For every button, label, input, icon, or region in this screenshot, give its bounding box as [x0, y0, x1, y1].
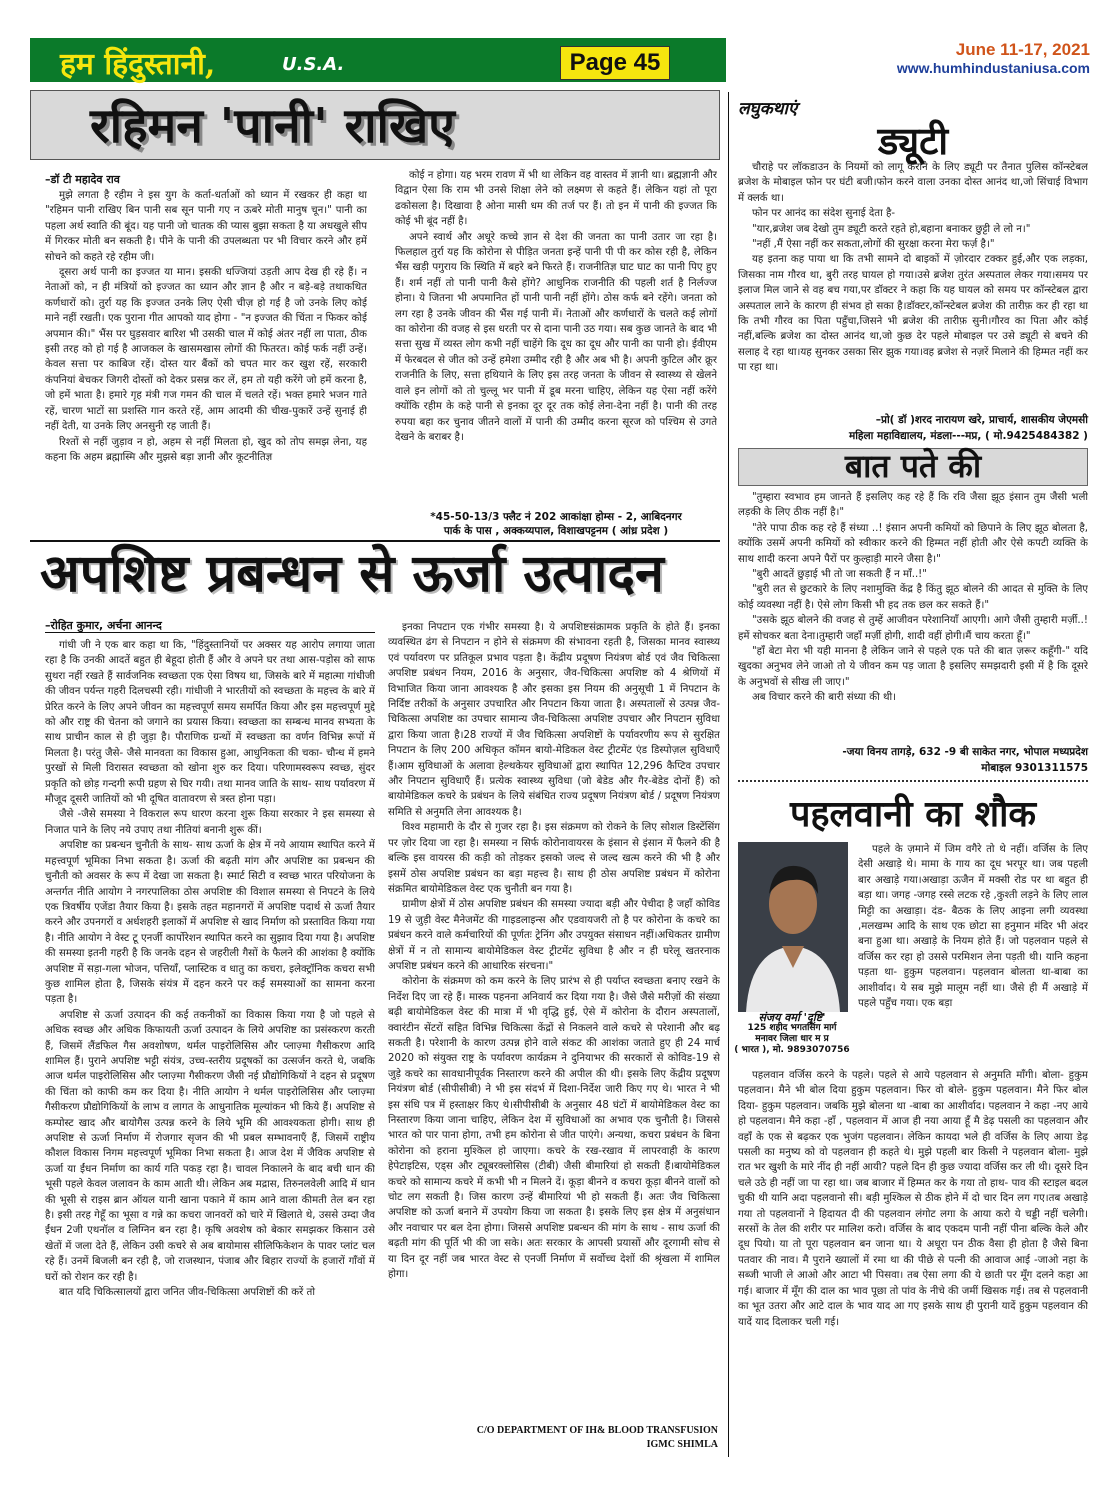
dateline: [890, 40, 1090, 76]
article1-paragraph: कोई न होगा। यह भरम रावण में भी था लेकिन वह वास्तव में ज्ञानी था। ब्रह्मज्ञानी और विद्वान ऐसा कि राम भी उनसे शिक्षा लेने को लक्ष्मण से कहते हैं। लेकिन यहां तो पूरा ढकोसला है। दिखावा है ओना मासी धम की तर्ज पर हैं। तो इन में पानी की इज्जत कि कोई भी बूंद नहीं है।: [395, 170, 717, 228]
article2-paragraph: गांधी जी ने एक बार कहा था कि, "हिंदुस्तानियों पर अक्सर यह आरोप लगाया जाता रहा है कि उनकी आदतें बहुत ही बेहूदा होती हैं और वे अपने घर तथा आस-पड़ोस को साफ सुथरा नहीं रखते हैं सार्वजनिक स्वच्छता एक ऐसा विषय था, जिसके बारे में महात्मा गांधीजी की जीवन पर्यन्त गहरी दिलचस्पी रही। गांधीजी ने भारतीयों को स्वच्छता के महत्त्व के बारे में प्रेरित करने के लिए अपने जीवन का महत्त्वपूर्ण समय समर्पित किया और इस महत्त्वपूर्ण मुद्दे को और राष्ट्र की चेतना को जगाने का प्रयास किया। स्वच्छता का सम्बन्ध मानव सभ्यता के साथ प्राचीन काल से ही जुड़ा है। पौराणिक ग्रन्थों में स्वच्छता का वर्णन विभिन्न रूपों में मिलता है। परंतु जैसे- जैसे मानवता का विकास हुआ, आधुनिकता की चका- चौन्ध में हमने पुरखों से मिली विरासत स्वच्छता को खोना शुरु कर दिया। परिणामस्वरूप स्वच्छ, सुंदर प्रकृति को छोड़ गन्दगी रूपी ग्रहण से घिर गयी। तथा मानव जाति के साथ- साथ पर्यावरण में मौजूद दूसरी जातियों को भी दूषित वातावरण से त्रस्त होना पड़ा।: [45, 640, 375, 806]
article2-paragraph: अपशिष्ट का प्रबन्धन चुनौती के साथ- साथ ऊर्जा के क्षेत्र में नये आयाम स्थापित करने में महत्त्वपूर्ण भूमिका निभा सकता है। ऊर्जा की बढ़ती मांग और अपशिष्ट का प्रबन्धन की चुनौती को अवसर के रूप में देखा जा सकता है। स्मार्ट सिटी व स्वच्छ भारत परियोजना के अन्तर्गत नीति आयोग ने नगरपालिका ठोस अपशिष्ट की विशाल समस्या से निपटने के लिये एक त्रिवर्षीय एजेंडा तैयार किया है। इसके तहत महानगरों में अपशिष्ट पदार्थ से ऊर्जा तैयार करने और उपनगरों व अर्धशहरी इलाकों में अपशिष्ट से खाद निर्माण को प्रस्तावित किया गया है। नीति आयोग ने वेस्ट टू एनर्जी कार्पोरेशन स्थापित करने का सुझाव दिया गया है। अपशिष्ट की समस्या इतनी गहरी है कि जनके दहन से जहरीली गैसों के फैलने की आशंका है क्योंकि अपशिष्ट में सड़ा-गला भोजन, पत्तियाँ, प्लास्टिक व धातु का कचरा, इलेक्ट्रॉनिक कचरा सभी कुछ शामिल होता है, जिसके संयंत्र में दहन करने पर कई समस्याओं का सामना करना पड़ता है।: [45, 840, 375, 1006]
article1-address-line2: पार्क के पास , अक्कय्यपाल, विशाखपट्टनम ( आंध्र प्रदेश ): [443, 525, 669, 537]
article1-paragraph: रिश्तों से नहीं जुड़ाव न हो, अहम से नहीं मिलता हो, खुद को तोप समझ लेना, यह कहना कि अहम ब्रह्मास्मि और मुझसे बड़ा ज्ञानी और कूटनीतिज्ञ: [45, 436, 367, 463]
story2-author: [738, 744, 1088, 776]
article1-address: [395, 510, 717, 538]
story3-title: पहलवानी का शौक: [789, 793, 1037, 835]
story2-paragraph: "बुरी लत से छुटकारे के लिए नशामुक्ति केंद्र है किंतु झूठ बोलने की आदत से मुक्ति के लिए कोई व्यवस्था नहीं है। ऐसे लोग किसी भी हद तक छल कर सकते हैं।": [738, 584, 1088, 611]
author-caption: [732, 1012, 852, 1056]
article2-paragraph: जैसे -जैसे समस्या ने विकराल रूप धारण करना शुरू किया सरकार ने इस समस्या से निजात पाने के लिए नये उपाए तथा नीतियां बनानी शुरू कीं।: [45, 809, 375, 836]
story2-title: बात पते की: [844, 447, 982, 485]
story1-paragraph: चौराहे पर लॉकडाउन के नियमों को लागू कराने के लिए ड्यूटी पर तैनात पुलिस कॉन्स्टेबल ब्रजेश के मोबाइल फोन पर घंटी बजी।फोन करने वाला उनका दोस्त आनंद था,जो सिंचाई विभाग में क्लर्क था।: [738, 162, 1088, 204]
newspaper-country: U.S.A.: [282, 54, 345, 75]
article1-paragraph: अपने स्वार्थ और अधूरे कच्चे ज्ञान से देश की जनता का पानी उतार जा रहा है। फिलहाल तुर्रा यह कि कोरोना से पीड़ित जनता इन्हें पानी पी पी कर कोस रही है, लेकिन भैंस खड़ी पगुराय कि स्थिति में बहरे बने फिरते हैं। राजनीतिज्ञ घाट घाट का पानी पिए हुए हैं। शर्म नहीं तो पानी पानी कैसे होंगे? आधुनिक राजनीति की पहली शर्त है निर्लज्ज होना। ये जितना भी अपमानित हों पानी पानी नहीं होंगे। ठोस कर्फ बने रहेंगे। जनता को लग रहा है उनके जीवन की भैंस गई पानी में। नेताओं और कर्णधारों के चलते कई लोगों का कोरोना की वजह से इस धरती पर से दाना पानी उठ गया। सब कुछ जानते के बाद भी सत्ता सुख में व्यस्त लोग कभी नहीं चाहेंगे कि दूध का दूध और पानी का पानी हो। ईवीएम में फेरबदल से जीत को उन्हें हमेशा उम्मीद रही है और अब भी है। अपनी कुटिल और क्रूर राजनीति के लिए, सत्ता हथियाने के लिए इस तरह जनता के जीवन से स्वास्थ्य से खेलने वाले इन लोगों को तो चुल्लू भर पानी में डूब मरना चाहिए, लेकिन यह ऐसा नहीं करेंगे क्योंकि रहीम के कहे पानी से इनका दूर दूर तक कोई लेना-देना नहीं है। पानी की तरह रुपया बहा कर चुनाव जीतने वालों में पानी की उम्मीद करना सूरज को पश्चिम से उगते देखने के बराबर है।: [395, 231, 717, 443]
story2-author-line1: -जया विनय तागड़े, 632 -9 बी साकेत नगर, भोपाल मध्यप्रदेश: [842, 746, 1088, 758]
story3-paragraph: पहले के ज़माने में जिम वगैरे तो थे नहीं। वर्जिस के लिए देसी अखाड़े थे। मामा के गाय का दूध भरपूर था। जब पहली बार अखाड़े गया।अखाड़ा ऊजैन में मक्सी रोड पर था बहुत ही बड़ा था। जगह -जगह रस्से लटक रहे ,कुश्ती लड़ने के लिए लाल मिट्टी का अखाड़ा। दंड- बैठक के लिए आइना लगी व्यवस्था ,मलखम्भ आदि के साथ एक छोटा सा हनुमान मंदिर भी अंदर बना हुआ था। अखाड़े के नियम होते हैं। जो पहलवान पहले से वर्जिस कर रहा हो उससे परमिशन लेना पड़ती थी। यानि कहना पड़ता था- हुकुम पहलवान। पहलवान बोलता था-बाबा का आशीर्वाद। ये सब मुझे मालूम नहीं था। जैसे ही मैं अखाड़े में पहले पहुँच गया। एक बड़ा: [858, 844, 1088, 1010]
story2-paragraph: अब विचार करने की बारी संध्या की थी।: [752, 692, 896, 704]
article1-column-2: [395, 168, 717, 510]
story1-paragraph: "नहीं ,मैं ऐसा नहीं कर सकता,लोगों की सुरक्षा करना मेरा फर्ज़ है।": [752, 239, 995, 251]
caption-line: मनावर जिला धार म प्र: [755, 1034, 829, 1044]
story1-title: ड्यूटी: [877, 118, 949, 163]
website-link[interactable]: www.humhindustaniusa.com: [896, 60, 1090, 76]
story2-paragraph: "हाँ बेटा मेरा भी यही मानना है लेकिन जाने से पहले एक पते की बात ज़रूर कहूँगी-" यदि खुदका अनुभव लेने जाओ तो ये जीवन कम पड़ जाता है इसलिए समझदारी इसी में है कि दूसरे के अनुभवों से सीख ली जाए।": [738, 646, 1088, 688]
article1-paragraph: दूसरा अर्थ पानी का इज्जत या मान। इसकी धज्जियां उड़ती आप देख ही रहे हैं। न नेताओं को, न ही मंत्रियों को इज्जत का ध्यान और ज्ञान है और न बड़े-बड़े तथाकथित कर्णधारों को। तुर्रा यह कि इज्जत उनके लिए ऐसी चीज़ हो गई है जो उनके लिए कोई माने नहीं रखती। एक पुराना गीत आपको याद होगा - "न इज्जत की चिंता न फिकर कोई अपमान की।" भैंस पर घुड़सवार बारिश भी उसकी चाल में कोई अंतर नहीं ला पाता, ठीक इसी तरह को हो गई है आजकल के खासमखास लोगों की फितरत। कोई फर्क नहीं उन्हें। केवल सत्ता पर काबिज रहें। दोस्त यार बैंकों को चपत मार कर खुश रहें, सरकारी कंपनियां बेचकर जिगरी दोस्तों को देकर प्रसन्न कर लें, हम तो यही करेंगे जो हमें करना है, जो हमें भाता है। हमारे गृह मंत्री गज गमन की चाल में चलते रहें। भक्त हमारे भजन गाते रहें, चारण भाटों सा प्रशस्ति गान करते रहें, आम आदमी की चीख-पुकारें उन्हें सुनाई ही नहीं देती, या उनके लिए अनसुनी रह जाती हैं।: [45, 267, 367, 433]
story2-paragraph: "तुम्हारा स्वभाव हम जानते हैं इसलिए कह रहे हैं कि रवि जैसा झूठ इंसान तुम जैसी भली लड़की के लिए ठीक नहीं है।": [738, 492, 1088, 519]
story2-paragraph: "बुरी आदतें छुड़ाई भी तो जा सकती हैं न माँ..!": [752, 569, 927, 581]
article1-paragraph: मुझे लगता है रहीम ने इस युग के कर्ता-धर्ताओं को ध्यान में रखकर ही कहा था "रहिमन पानी राखिए बिन पानी सब सून पानी गए न ऊबरे मोती मानुष चून।" पानी का पहला अर्थ स्वाति की बूंद। यह पानी जो चातक की प्यास बुझा सकता है या अधखुले सीप में गिरकर मोती बन सकती है। पीने के पानी की उपलब्धता पर भी विचार करने और हमें सोचने को कहते रहे रहीम जी।: [45, 190, 367, 263]
newspaper-name: हम हिंदुस्तानी,: [60, 47, 216, 82]
story3-body: [738, 1068, 1088, 1460]
sidebar-divider: [728, 92, 729, 1457]
article2-paragraph: अपशिष्ट से ऊर्जा उत्पादन की कई तकनीकों का विकास किया गया है जो पहले से अधिक स्वच्छ और अधिक किफायती ऊर्जा उत्पादन के लिये अपशिष्ट का प्रसंस्करण करती हैं, जिसमें लैंडफिल गैस अवशोषण, थर्मल पाइरोलिसिस और प्लाज़्मा गैसीकरण आदि शामिल हैं। पुराने अपशिष्ट भट्टी संयंत्र, उच्च-स्तरीय प्रदूषकों का उत्सर्जन करते थे, जबकि आज थर्मल पाइरोलिसिस और प्लाज़्मा गैसीकरण जैसी नई प्रौद्योगिकियों ने दहन से प्रदूषण की चिंता को काफी कम कर दिया है। नीति आयोग ने थर्मल पाइरोलिसिस और प्लाज़्मा गैसीकरण प्रौद्योगिकियों के लाभ व लागत के आधुनातिक मूल्यांकन भी किये हैं। अपशिष्ट से कम्पोस्ट खाद और बायोगैस उत्पन्न करने के लिये भूमि की आवश्यकता होगी। साथ ही अपशिष्ट से ऊर्जा निर्माण में रोजगार सृजन की भी प्रबल सम्भावनाएँ हैं, जिसमें राष्ट्रीय कौशल विकास निगम महत्त्वपूर्ण भूमिका निभा सकता है। आज देश में जैविक अपशिष्ट से ऊर्जा या ईंधन निर्माण का कार्य गति पकड़ रहा है। चावल निकालने के बाद बची धान की भूसी पहले केवल जलावन के काम आती थी। लेकिन अब मद्रास, तिरुनलवेली आदि में धान की भूसी से राइस ब्रान ऑयल यानी खाना पकाने में काम आने वाला कीमती तेल बन रहा है। इसी तरह गेहूँ का भूसा व गन्ने का कचरा जानवरों को चारे में खिलाते थे, उससे उम्दा जैव ईंधन 2जी एथनॉल व लिग्निन बन रहा है। कृषि अवशेष को बेकार समझकर किसान उसे खेतों में जला देते हैं, लेकिन उसी कचरे से अब बायोमास सीलिफिकेशन के पावर प्लांट चल रहे हैं। उनमें बिजली बन रही है, जो राजस्थान, पंजाब और बिहार राज्यों के हजारों गाँवों में घरों को रोशन कर रही है।: [45, 1009, 375, 1283]
story1-body: [738, 160, 1088, 408]
article2-byline: –रोहित कुमार, अर्चना आनन्द: [45, 619, 162, 632]
story2-paragraph: "उसके झूठ बोलने की वजह से तुम्हें आजीवन परेशानियाँ आएगी। आगे जैसी तुम्हारी मर्ज़ी..! हमें सोचकर बता देना।तुम्हारी जहाँ मर्ज़ी होगी, शादी वहीं होगी।मैं चाय करता हूँ।": [738, 615, 1088, 642]
caption-name: संजय वर्मा 'दृष्टि': [758, 1011, 826, 1024]
article2-paragraph: विश्व महामारी के दौर से गुजर रहा है। इस संक्रमण को रोकने के लिए सोशल डिस्टेंसिंग पर ज़ोर दिया जा रहा है। समस्या न सिर्फ कोरोनावायरस के इंसान से इंसान में फैलने की है बल्कि इस वायरस की कड़ी को तोड़कर इसको जल्द से जल्द खत्म करने की भी है और इसमें ठोस अपशिष्ट प्रबंधन का बड़ा महत्त्व है। साथ ही ठोस अपशिष्ट प्रबंधन में कोरोना संक्रमित बायोमेडिकल वेस्ट एक चुनौती बन गया है।: [388, 822, 720, 895]
article2-paragraph: ग्रामीण क्षेत्रों में ठोस अपशिष्ट प्रबंधन की समस्या ज्यादा बड़ी और पेचीदा है जहाँ कोविड 19 से जुड़ी वेस्ट मैनेजमेंट की गाइडलाइन्स और एडवायजरी तो है पर कोरोना के कचरे का प्रबंधन करने वाले कर्मचारियों की पूर्णतः ट्रेनिंग और उपयुक्त संसाधन नहीं।अधिकतर ग्रामीण क्षेत्रों में न तो सामान्य बायोमेडिकल वेस्ट ट्रीटमेंट सुविधा है और न ही घरेलू खतरनाक अपशिष्ट प्रबंधन करने की आधारिक संरचना।": [388, 899, 720, 972]
story2-paragraph: "तेरे पापा ठीक कह रहे हैं संध्या ..! इंसान अपनी कमियों को छिपाने के लिए झूठ बोलता है, क्योंकि उसमें अपनी कमियों को स्वीकार करने की हिम्मत नहीं होती और ऐसे कपटी व्यक्ति के साथ शादी करना अपने पैरों पर कुल्हाड़ी मारने जैसा है।": [738, 522, 1088, 565]
sidebar-label: लघुकथाएं: [738, 99, 798, 118]
person-portrait-icon: [738, 842, 848, 1012]
story1-paragraph: फोन पर आनंद का संदेश सुनाई देता है-: [752, 208, 896, 220]
article2-paragraph: कोरोना के संक्रमण को कम करने के लिए प्रारंभ से ही पर्याप्त स्वच्छता बनाए रखने के निर्देश दिए जा रहे हैं। मास्क पहनना अनिवार्य कर दिया गया है। जैसे जैसे मरीज़ों की संख्या बढ़ी बायोमेडिकल वेस्ट की मात्रा में भी वृद्धि हुई, ऐसे में कोरोना के दौरान अस्पतालों, क्वारंटीन सेंटरों सहित विभिन्न चिकित्सा केंद्रों से निकलने वाले कचरे से परेशानी और बढ़ सकती है। परेशानी के कारण उत्पन्न होने वाले संकट की आशंका जताते हुए ही 24 मार्च 2020 को संयुक्त राष्ट्र के पर्यावरण कार्यक्रम ने दुनियाभर की सरकारों से कोविड-19 से जुड़े कचरे का सावधानीपूर्वक निस्तारण करने की अपील की थी। इसके लिए केंद्रीय प्रदूषण नियंत्रण बोर्ड (सीपीसीबी) ने भी इस संदर्भ में दिशा-निर्देश जारी किए गए थे। भारत ने भी इस संधि पत्र में हस्ताक्षर किए थे।सीपीसीबी के अनुसार 48 घंटों में बायोमेडिकल वेस्ट का निस्तारण किया जाना चाहिए, लेकिन देश में सुविधाओं का अभाव एक चुनौती है। जिससे भारत को पार पाना होगा, तभी हम कोरोना से जीत पाएंगे। अन्यथा, कचरा प्रबंधन के बिना कोरोना को हराना मुश्किल हो जाएगा। कचरे के रख-रखाव में लापरवाही के कारण हेपेटाइटिस, एड्स और ट्यूबरक्लोसिस (टीबी) जैसी बीमारियां हो सकती हैं।बायोमेडिकल कचरे को सामान्य कचरे में कभी भी न मिलने दें। कूड़ा बीनने व कचरा कूड़ा बीनने वालों को चोट लग सकती है। जिस कारण उन्हें बीमारियां भी हो सकती हैं। अतः जैव चिकित्सा अपशिष्ट को ऊर्जा बनाने में उपयोग किया जा सकता है। इसके लिए इस क्षेत्र में अनुसंधान और नवाचार पर बल देना होगा। जिससे अपशिष्ट प्रबन्धन की मांग के साथ - साथ ऊर्जा की बढ़ती मांग की पूर्ति भी की जा सके। अतः सरकार के आपसी प्रयासों और दूरगामी सोच से या दिन दूर नहीं जब भारत वेस्ट से एनर्जी निर्माण में सर्वोच्च देशों की श्रृंखला में शामिल होगा।: [388, 976, 720, 1281]
article1-column-1: [45, 188, 367, 536]
story1-paragraph: यह इतना कह पाया था कि तभी सामने दो बाइकों में ज़ोरदार टक्कर हुई,और एक लड़का, जिसका नाम गौरव था, बुरी तरह घायल हो गया।उसे ब्रजेश तुरंत अस्पताल लेकर गया।समय पर इलाज मिल जाने से वह बच गया,पर डॉक्टर ने कहा कि यह घायल को समय पर कॉन्स्टेबल द्वारा अस्पताल लाने के कारण ही संभव हो सका है।डॉक्टर,कॉन्स्टेबल ब्रजेश की तारीफ़ कर ही रहा था कि तभी गौरव का पिता पहुँचा,जिसने भी ब्रजेश की तारीफ़ सुनी।गौरव का पिता और कोई नहीं,बल्कि ब्रजेश का दोस्त आनंद था,जो कुछ देर पहले मोबाइल पर उसे ड्यूटी से बचने की सलाह दे रहा था।यह सुनकर उसका सिर झुक गया।वह ब्रजेश से नज़रें मिलाने की हिम्मत नहीं कर पा रहा था।: [738, 254, 1088, 374]
article2-title: अपशिष्ट प्रबन्धन से ऊर्जा उत्पादन: [40, 543, 664, 604]
story1-author-line1: –प्रो( डॉ )शरद नारायण खरे, प्राचार्य, शासकीय जेएमसी: [875, 414, 1088, 426]
article2-column-1: [45, 638, 375, 1450]
story1-author-line2: महिला महाविद्यालय, मंडला---मप्र, ( मो.9425484382 ): [848, 430, 1088, 442]
article2-footer-line2: IGMC SHIMLA: [646, 1439, 718, 1450]
article2-paragraph: बात यदि चिकित्सालयों द्वारा जनित जीव-चिकित्सा अपशिष्टों की करें तो: [59, 1287, 315, 1299]
article1-title: रहिमन 'पानी' राखिए: [90, 98, 455, 154]
story1-author: [738, 412, 1088, 444]
article2-footer-line1: C/O DEPARTMENT OF IH& BLOOD TRANSFUSION: [476, 1425, 718, 1436]
article2-footer: [388, 1424, 718, 1452]
issue-date: June 11-17, 2021: [955, 40, 1090, 59]
byline-underline: [45, 632, 375, 633]
story2-author-line2: मोबाइल 9301311575: [981, 762, 1088, 774]
article1-byline: –डॉ टी महादेव राव: [45, 173, 120, 186]
author-photo: [738, 842, 848, 1012]
story1-paragraph: "यार,ब्रजेश जब देखो तुम ड्यूटी करते रहते हो,बहाना बनाकर छुट्टी ले लो न।": [752, 223, 1031, 235]
caption-line: 125 शहीद भगतसिंग मार्ग: [747, 1023, 837, 1033]
article1-address-line1: *45-50-13/3 फ्लैट नं 202 आकांक्षा होम्स - 2, आबिदनगर: [430, 511, 682, 523]
article2-column-2: [388, 620, 720, 1420]
caption-line: ( भारत ), मो. 9893070756: [734, 1045, 850, 1055]
article2-paragraph: इनका निपटान एक गंभीर समस्या है। ये अपशिष्टसंक्रामक प्रकृति के होते हैं। इनका व्यवस्थित ढंग से निपटान न होने से संक्रमण की संभावना रहती है, जिसका मानव स्वास्थ्य एवं पर्यावरण पर प्रतिकूल प्रभाव पड़ता है। केंद्रीय प्रदूषण नियंत्रण बोर्ड एवं जैव चिकित्सा अपशिष्ट प्रबंधन नियम, 2016 के अनुसार, जैव-चिकित्सा अपशिष्ट को 4 श्रेणियों में विभाजित किया जाना आवश्यक है और इसका इस नियम की अनुसूची 1 में निपटान के निर्दिष्ट तरीकों के अनुसार उपचारित और निपटान किया जाता है। अस्पतालों से उत्पन्न जैव-चिकित्सा अपशिष्ट का उपचार सामान्य जैव-चिकित्सा अपशिष्ट उपचार और निपटान सुविधा द्वारा किया जाता है।28 राज्यों में जैव चिकित्सा अपशिष्टों के पर्यावरणीय रूप से सुरक्षित निपटान के लिए 200 अधिकृत कॉमन बायो-मेडिकल वेस्ट ट्रीटमेंट एंड डिस्पोज़ल सुविधाएँ हैं।आम सुविधाओं के अलावा हेल्थकेयर सुविधाओं द्वारा स्थापित 12,296 कैप्टिव उपचार और निपटान सुविधाएँ हैं। प्रत्येक स्वास्थ्य सुविधा (जो बेडेड और गैर-बेडेड दोनों हैं) को बायोमेडिकल कचरे के प्रबंधन के लिये संबंधित राज्य प्रदूषण नियंत्रण बोर्ड / प्रदूषण नियंत्रण समिति से अनुमति लेना आवश्यक है।: [388, 622, 720, 818]
story2-body: [738, 490, 1088, 740]
story3-wrap-text: [858, 842, 1088, 1068]
page-number: Page 45: [560, 46, 670, 80]
story-divider: [738, 780, 1088, 782]
story3-paragraph: पहलवान वर्जिस करने के पहले। पहले से आये पहलवान से अनुमति माँगी। बोला- हुकुम पहलवान। मैने भी बोल दिया हुकुम पहलवान। फिर वो बोले- हुकुम पहलवान। मैने फिर बोल दिया- हुकुम पहलवान। जबकि मुझे बोलना था -बाबा का आशीर्वाद। पहलवान ने कहा -नए आये हो पहलवान। मैने कहा -हाँ , पहलवान में आज ही नया आया हूँ मै डेढ़ पसली का पहलवान और वहाँ के एक से बढ़कर एक भुजंग पहलवान। लेकिन कायदा भले ही वर्जिस के लिए आया डेढ़ पसली का मनुष्य को वो पहलवान ही कहते थे। मुझे पहली बार किसी ने पहलवान बोला- मुझे रात भर खुशी के मारे नींद ही नहीं आयी? पहले दिन ही कुछ ज्यादा वर्जिस कर ली थी। दूसरे दिन चले उठे ही नहीं जा पा रहा था। जब बाजार में हिम्मत कर के गया तो हाथ- पाव की स्टाइल बदल चुकी थी यानि अदा पहलवानो सी। बड़ी मुश्किल से ठीक होने में दो चार दिन लग गए।तब अखाड़े गया तो पहलवानों ने हिदायत दी की पहलवान लंगोट लगा के आया करो ये चड्डी नहीं चलेगी। सरसों के तेल की शरीर पर मालिश करो। वर्जिस के बाद एकदम पानी नहीं पीना बल्कि केले और दूध पियो। या तो पूरा पहलवान बन जाना था। ये अधूरा पन ठीक वैसा ही होता है जैसे बिना पतवार की नाव। मै पुराने ख्यालों में रमा था की पीछे से पत्नी की आवाज आई -जाओ नहा के सब्जी भाजी ले आओ और आटा भी पिसवा। तब ऐसा लगा की ये छाती पर मूँग दलने कहा आ गई। बाजार में मूँग की दाल का भाव पूछा तो पांव के नीचे की जमीं खिसक गई। तब से पहलवानी का भूत उतरा और आटे दाल के भाव याद आ गए इसके साथ ही पुरानी यादें हुकुम पहलवान की यादें याद दिलाकर चली गई।: [738, 1070, 1088, 1328]
section-divider: [30, 540, 720, 542]
